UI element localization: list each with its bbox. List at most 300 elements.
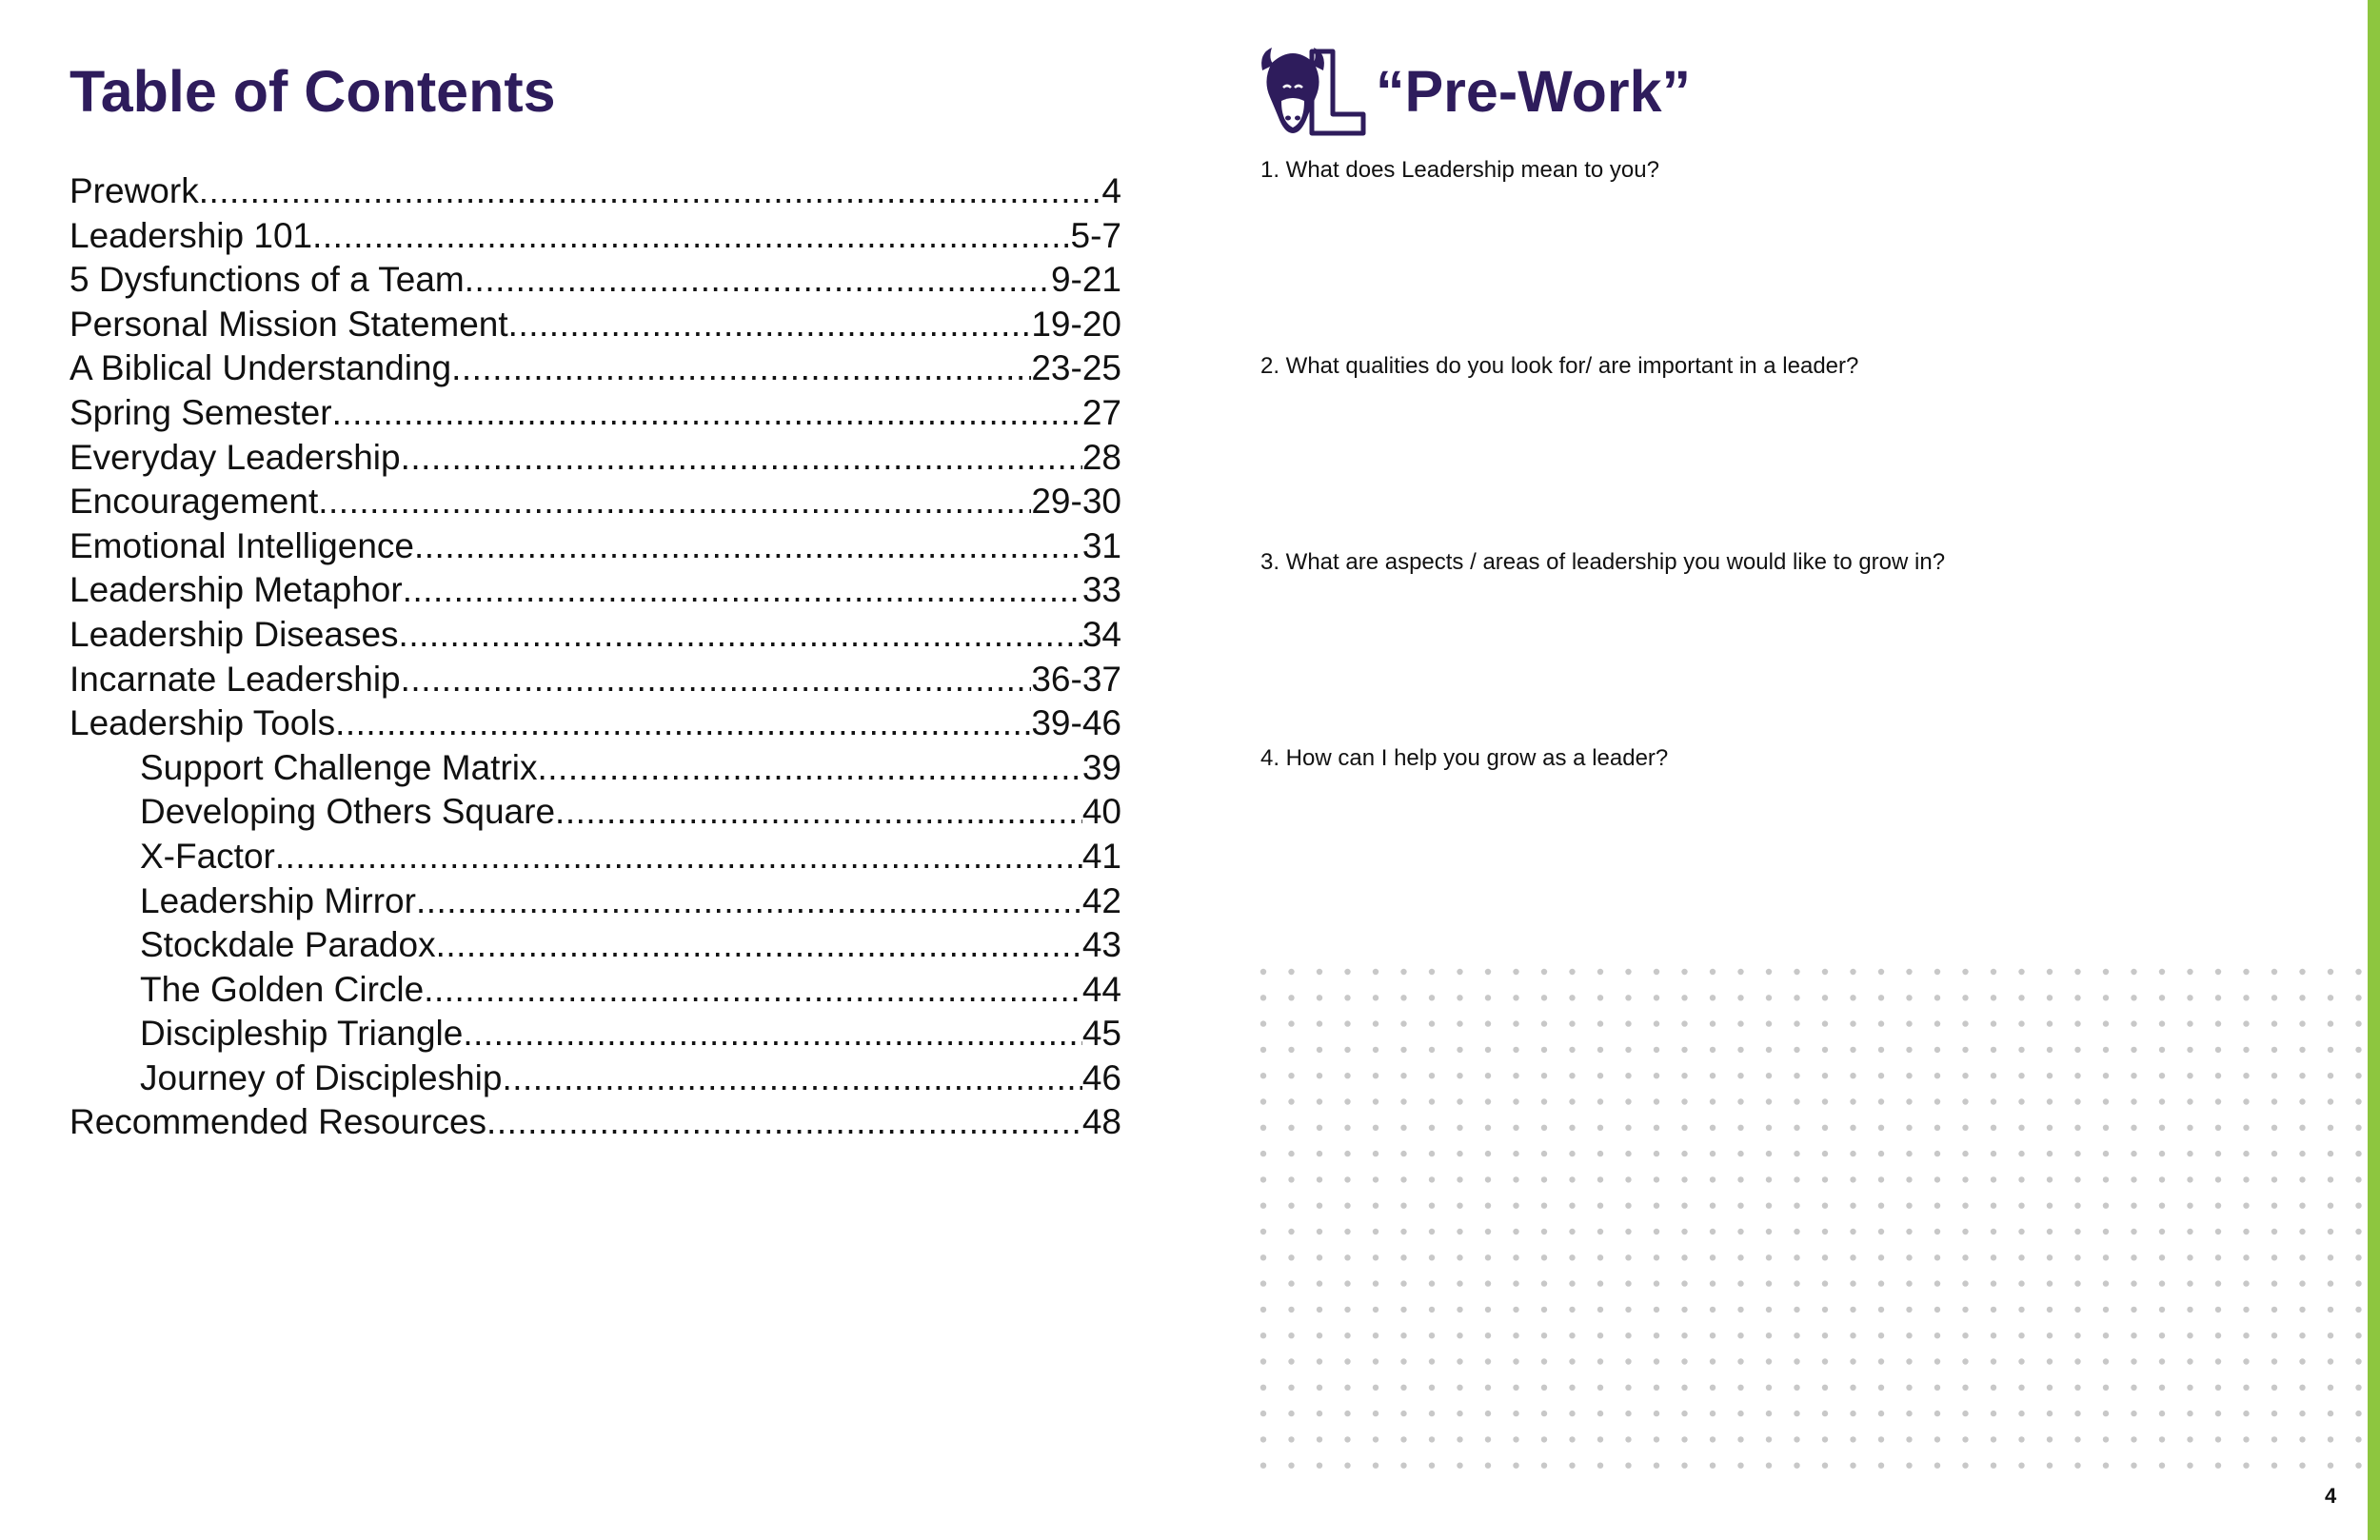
grid-dot: [1541, 1020, 1547, 1026]
grid-dot: [1569, 1203, 1575, 1209]
grid-dot: [1541, 1176, 1547, 1182]
grid-dot: [2131, 1020, 2136, 1026]
grid-dot: [2215, 969, 2221, 975]
grid-dot: [2328, 1307, 2333, 1313]
grid-dot: [2299, 1463, 2305, 1469]
toc-entry-page: 41: [1081, 836, 1121, 876]
grid-dot: [2018, 1385, 2024, 1391]
grid-dot: [1400, 1125, 1406, 1131]
grid-dot: [2131, 1073, 2136, 1078]
grid-dot: [1654, 969, 1659, 975]
grid-dot: [2299, 1333, 2305, 1338]
grid-dot: [2243, 1203, 2249, 1209]
grid-dot: [1850, 1176, 1855, 1182]
grid-dot: [1260, 1151, 1266, 1156]
grid-dot: [2187, 1020, 2192, 1026]
grid-dot: [1288, 1463, 1294, 1469]
grid-dot: [1457, 1385, 1462, 1391]
grid-dot: [2328, 1385, 2333, 1391]
grid-dot: [1822, 1280, 1828, 1286]
grid-dot: [1878, 1463, 1884, 1469]
grid-dot: [1991, 1020, 1996, 1026]
grid-dot: [2074, 1358, 2080, 1364]
grid-dot: [2131, 1151, 2136, 1156]
toc-entry-label: Recommended Resources: [69, 1102, 487, 1142]
grid-dot: [1288, 995, 1294, 1000]
grid-dot: [1654, 1020, 1659, 1026]
grid-dot: [1906, 1333, 1912, 1338]
grid-dot: [1373, 1098, 1378, 1104]
toc-entry: [69, 391, 1121, 436]
grid-dot: [1597, 1307, 1603, 1313]
grid-dot: [1288, 1254, 1294, 1260]
grid-dot: [1429, 1151, 1435, 1156]
grid-dot: [2215, 1254, 2221, 1260]
grid-dot: [2159, 1125, 2165, 1131]
grid-dot: [1400, 969, 1406, 975]
grid-dot: [1962, 1176, 1968, 1182]
toc-dot-leader: [332, 391, 1082, 436]
grid-dot: [1260, 1047, 1266, 1053]
grid-dot: [2243, 969, 2249, 975]
grid-dot: [1962, 1463, 1968, 1469]
grid-dot: [1457, 969, 1462, 975]
grid-dot: [1457, 1463, 1462, 1469]
grid-dot: [1457, 1073, 1462, 1078]
toc-entry-page: 36-37: [1031, 659, 1121, 699]
toc-dot-leader: [416, 879, 1082, 924]
toc-dot-leader: [424, 968, 1082, 1013]
grid-dot: [1737, 1125, 1743, 1131]
grid-dot: [1934, 1229, 1940, 1234]
grid-dot: [1794, 995, 1799, 1000]
toc-entry-label: Developing Others Square: [140, 792, 556, 832]
grid-dot: [1429, 1229, 1435, 1234]
grid-dot: [1822, 1151, 1828, 1156]
grid-dot: [1569, 1254, 1575, 1260]
question-3: 3. What are aspects / areas of leadership you would like to grow in?: [1260, 549, 1946, 575]
grid-dot: [1344, 1125, 1350, 1131]
toc-entry: [69, 258, 1121, 303]
grid-dot: [1962, 1385, 1968, 1391]
grid-dot: [1288, 1385, 1294, 1391]
grid-dot: [1906, 1307, 1912, 1313]
grid-dot: [1710, 995, 1716, 1000]
grid-dot: [1457, 995, 1462, 1000]
grid-dot: [1850, 1463, 1855, 1469]
grid-dot: [1625, 1307, 1631, 1313]
grid-dot: [1991, 1151, 1996, 1156]
grid-dot: [1822, 969, 1828, 975]
grid-dot: [1822, 1358, 1828, 1364]
grid-dot: [1260, 1229, 1266, 1234]
toc-entry-label: Journey of Discipleship: [140, 1057, 503, 1097]
grid-dot: [1737, 1333, 1743, 1338]
toc-dot-leader: [199, 169, 1102, 214]
grid-dot: [1710, 1073, 1716, 1078]
green-accent-bar: [2368, 0, 2380, 1540]
grid-dot: [2131, 1463, 2136, 1469]
grid-dot: [1457, 1436, 1462, 1442]
grid-dot: [1373, 1307, 1378, 1313]
grid-dot: [1457, 1176, 1462, 1182]
grid-dot: [1934, 1280, 1940, 1286]
grid-dot: [2018, 1333, 2024, 1338]
grid-dot: [2187, 1385, 2192, 1391]
grid-dot: [2215, 1125, 2221, 1131]
grid-dot: [1373, 1229, 1378, 1234]
grid-dot: [2187, 1411, 2192, 1416]
grid-dot: [2271, 1176, 2277, 1182]
grid-dot: [2299, 1151, 2305, 1156]
toc-entry-page: 42: [1081, 880, 1121, 920]
grid-dot: [1822, 1333, 1828, 1338]
grid-dot: [1766, 1358, 1772, 1364]
grid-dot: [2103, 1020, 2109, 1026]
grid-dot: [1597, 1229, 1603, 1234]
grid-dot: [2328, 1436, 2333, 1442]
grid-dot: [2131, 1333, 2136, 1338]
toc-entry-page: 9-21: [1050, 260, 1121, 300]
grid-dot: [2047, 995, 2053, 1000]
grid-dot: [2355, 1307, 2361, 1313]
grid-dot: [1569, 1280, 1575, 1286]
grid-dot: [1541, 1358, 1547, 1364]
grid-dot: [2243, 1229, 2249, 1234]
grid-dot: [2074, 1411, 2080, 1416]
grid-dot: [1850, 1073, 1855, 1078]
grid-dot: [1288, 1307, 1294, 1313]
grid-dot: [1850, 1151, 1855, 1156]
toc-entry: [69, 169, 1121, 214]
grid-dot: [2328, 995, 2333, 1000]
grid-dot: [1794, 1385, 1799, 1391]
grid-dot: [1344, 1098, 1350, 1104]
grid-dot: [1934, 1358, 1940, 1364]
grid-dot: [1569, 1020, 1575, 1026]
grid-dot: [1429, 1098, 1435, 1104]
grid-dot: [2215, 1333, 2221, 1338]
grid-dot: [2299, 1280, 2305, 1286]
grid-dot: [1934, 1020, 1940, 1026]
grid-dot: [1737, 1436, 1743, 1442]
toc-dot-leader: [436, 923, 1082, 968]
grid-dot: [2215, 995, 2221, 1000]
grid-dot: [2103, 1125, 2109, 1131]
grid-dot: [1597, 1254, 1603, 1260]
grid-dot: [1597, 1385, 1603, 1391]
grid-dot: [1681, 1073, 1687, 1078]
grid-dot: [2074, 1020, 2080, 1026]
grid-dot: [2328, 1229, 2333, 1234]
grid-dot: [1429, 1254, 1435, 1260]
grid-dot: [2159, 1098, 2165, 1104]
grid-dot: [2271, 1047, 2277, 1053]
grid-dot: [1710, 1280, 1716, 1286]
toc-entry-label: Discipleship Triangle: [140, 1014, 464, 1054]
grid-dot: [1541, 1098, 1547, 1104]
grid-dot: [2018, 1280, 2024, 1286]
grid-dot: [1878, 1229, 1884, 1234]
grid-dot: [2159, 1280, 2165, 1286]
grid-dot: [2187, 1047, 2192, 1053]
grid-dot: [1737, 1358, 1743, 1364]
grid-dot: [1710, 1125, 1716, 1131]
grid-dot: [1654, 1463, 1659, 1469]
grid-dot: [1429, 1125, 1435, 1131]
grid-dot: [2299, 1229, 2305, 1234]
grid-dot: [2018, 1254, 2024, 1260]
grid-dot: [1906, 1385, 1912, 1391]
grid-dot: [2159, 1385, 2165, 1391]
grid-dot: [1260, 1333, 1266, 1338]
grid-dot: [1597, 1333, 1603, 1338]
grid-dot: [1457, 1020, 1462, 1026]
grid-dot: [1850, 1020, 1855, 1026]
grid-dot: [1654, 1073, 1659, 1078]
grid-dot: [1654, 995, 1659, 1000]
grid-dot: [1541, 1229, 1547, 1234]
grid-dot: [2271, 1333, 2277, 1338]
toc-dot-leader: [275, 835, 1082, 879]
grid-dot: [2355, 1125, 2361, 1131]
grid-dot: [1569, 1047, 1575, 1053]
grid-dot: [1710, 1098, 1716, 1104]
grid-dot: [1288, 1436, 1294, 1442]
grid-dot: [1400, 1411, 1406, 1416]
grid-dot: [1485, 1333, 1491, 1338]
grid-dot: [1429, 1463, 1435, 1469]
grid-dot: [2299, 1436, 2305, 1442]
grid-dot: [1906, 1411, 1912, 1416]
grid-dot: [1850, 1229, 1855, 1234]
grid-dot: [1766, 1203, 1772, 1209]
grid-dot: [1429, 1436, 1435, 1442]
grid-dot: [1485, 1307, 1491, 1313]
grid-dot: [1822, 1411, 1828, 1416]
toc-entry-label: Leadership 101: [69, 215, 313, 255]
grid-dot: [1681, 1358, 1687, 1364]
grid-dot: [1429, 1280, 1435, 1286]
grid-dot: [1710, 1411, 1716, 1416]
grid-dot: [1625, 969, 1631, 975]
toc-dot-leader: [486, 1100, 1082, 1145]
toc-dot-leader: [538, 746, 1082, 791]
grid-dot: [2018, 1020, 2024, 1026]
grid-dot: [1794, 1151, 1799, 1156]
grid-dot: [2047, 1020, 2053, 1026]
grid-dot: [2047, 1280, 2053, 1286]
toc-entry-page: 44: [1081, 969, 1121, 1009]
grid-dot: [1317, 1280, 1322, 1286]
toc-entry: [69, 1100, 1121, 1145]
grid-dot: [1766, 1463, 1772, 1469]
grid-dot: [2243, 1098, 2249, 1104]
grid-dot: [2271, 1073, 2277, 1078]
grid-dot: [1991, 1098, 1996, 1104]
grid-dot: [1654, 1411, 1659, 1416]
grid-dot: [1878, 1098, 1884, 1104]
grid-dot: [1794, 1307, 1799, 1313]
grid-dot: [1654, 1436, 1659, 1442]
grid-dot: [1569, 1333, 1575, 1338]
grid-dot: [2159, 969, 2165, 975]
grid-dot: [2271, 1411, 2277, 1416]
toc-entry-label: Leadership Diseases: [69, 614, 399, 654]
grid-dot: [2271, 1307, 2277, 1313]
grid-dot: [1934, 1254, 1940, 1260]
grid-dot: [1317, 995, 1322, 1000]
grid-dot: [2215, 1280, 2221, 1286]
grid-dot: [1317, 1358, 1322, 1364]
grid-dot: [2103, 1358, 2109, 1364]
grid-dot: [1569, 995, 1575, 1000]
grid-dot: [1373, 1151, 1378, 1156]
grid-dot: [1260, 1176, 1266, 1182]
grid-dot: [1625, 1229, 1631, 1234]
grid-dot: [1344, 1020, 1350, 1026]
grid-dot: [1878, 995, 1884, 1000]
grid-dot: [2159, 1358, 2165, 1364]
grid-dot: [2159, 1436, 2165, 1442]
grid-dot: [1878, 1436, 1884, 1442]
grid-dot: [2131, 1411, 2136, 1416]
grid-dot: [2243, 1280, 2249, 1286]
toc-entry: [69, 701, 1121, 746]
grid-dot: [1794, 969, 1799, 975]
grid-dot: [1737, 969, 1743, 975]
page-number: 4: [2325, 1484, 2337, 1508]
grid-dot: [1373, 1203, 1378, 1209]
grid-dot: [1737, 1411, 1743, 1416]
grid-dot: [2131, 1358, 2136, 1364]
grid-dot: [1597, 1073, 1603, 1078]
grid-dot: [1934, 1151, 1940, 1156]
grid-dot: [1541, 995, 1547, 1000]
grid-dot: [1654, 1280, 1659, 1286]
toc-entry-label: Incarnate Leadership: [69, 659, 401, 699]
grid-dot: [1625, 1436, 1631, 1442]
grid-dot: [1373, 995, 1378, 1000]
grid-dot: [1878, 1151, 1884, 1156]
grid-dot: [1569, 1151, 1575, 1156]
grid-dot: [1654, 1358, 1659, 1364]
grid-dot: [1710, 1358, 1716, 1364]
toc-entry: [69, 568, 1121, 613]
grid-dot: [2328, 1151, 2333, 1156]
grid-dot: [2047, 1203, 2053, 1209]
grid-dot: [1344, 1333, 1350, 1338]
grid-dot: [1344, 1176, 1350, 1182]
grid-dot: [1766, 1020, 1772, 1026]
grid-dot: [1373, 1333, 1378, 1338]
grid-dot: [1344, 1411, 1350, 1416]
toc-entry: [69, 658, 1121, 702]
grid-dot: [1710, 969, 1716, 975]
toc-dot-leader: [463, 1012, 1082, 1056]
grid-dot: [1317, 1333, 1322, 1338]
grid-dot: [2187, 995, 2192, 1000]
grid-dot: [2018, 1176, 2024, 1182]
grid-dot: [1457, 1047, 1462, 1053]
grid-dot: [1822, 1307, 1828, 1313]
grid-dot: [2047, 1125, 2053, 1131]
grid-dot: [2103, 1176, 2109, 1182]
grid-dot: [1569, 1436, 1575, 1442]
grid-dot: [2131, 995, 2136, 1000]
grid-dot: [1373, 1358, 1378, 1364]
grid-dot: [1373, 1020, 1378, 1026]
grid-dot: [1541, 1307, 1547, 1313]
grid-dot: [1681, 1047, 1687, 1053]
grid-dot: [1766, 1176, 1772, 1182]
grid-dot: [1991, 1176, 1996, 1182]
grid-dot: [1822, 1385, 1828, 1391]
grid-dot: [1457, 1280, 1462, 1286]
grid-dot: [2299, 1098, 2305, 1104]
grid-dot: [1681, 1151, 1687, 1156]
grid-dot: [2355, 1436, 2361, 1442]
grid-dot: [1373, 1073, 1378, 1078]
grid-dot: [1597, 969, 1603, 975]
grid-dot: [2131, 1125, 2136, 1131]
toc-entry-page: 40: [1081, 792, 1121, 832]
grid-dot: [1429, 1385, 1435, 1391]
dot-grid-writing-area: [1259, 968, 2374, 1472]
grid-dot: [2131, 1436, 2136, 1442]
grid-dot: [1457, 1203, 1462, 1209]
grid-dot: [1513, 1073, 1518, 1078]
toc-entry-page: 23-25: [1031, 348, 1121, 388]
grid-dot: [2074, 1125, 2080, 1131]
grid-dot: [1400, 995, 1406, 1000]
grid-dot: [2299, 1358, 2305, 1364]
grid-dot: [1429, 1203, 1435, 1209]
grid-dot: [1766, 1280, 1772, 1286]
grid-dot: [1317, 969, 1322, 975]
grid-dot: [2047, 969, 2053, 975]
grid-dot: [2355, 1073, 2361, 1078]
toc-entry-label: Everyday Leadership: [69, 437, 401, 477]
grid-dot: [1513, 1307, 1518, 1313]
grid-dot: [1597, 1176, 1603, 1182]
grid-dot: [1737, 1020, 1743, 1026]
grid-dot: [2131, 1203, 2136, 1209]
grid-dot: [2355, 1333, 2361, 1338]
grid-dot: [2074, 1436, 2080, 1442]
grid-dot: [1878, 1073, 1884, 1078]
grid-dot: [1597, 1151, 1603, 1156]
grid-dot: [1260, 1020, 1266, 1026]
grid-dot: [1710, 1385, 1716, 1391]
grid-dot: [1794, 1047, 1799, 1053]
grid-dot: [1681, 1385, 1687, 1391]
grid-dot: [2103, 1151, 2109, 1156]
grid-dot: [2243, 1254, 2249, 1260]
grid-dot: [1344, 1047, 1350, 1053]
grid-dot: [1400, 1151, 1406, 1156]
grid-dot: [1260, 995, 1266, 1000]
bison-head-letter-l-icon: [1253, 42, 1369, 137]
grid-dot: [1962, 1358, 1968, 1364]
grid-dot: [1934, 1385, 1940, 1391]
grid-dot: [2299, 995, 2305, 1000]
grid-dot: [1850, 1280, 1855, 1286]
grid-dot: [1681, 969, 1687, 975]
grid-dot: [2047, 1385, 2053, 1391]
toc-subentry: [69, 968, 1121, 1013]
grid-dot: [1654, 1333, 1659, 1338]
